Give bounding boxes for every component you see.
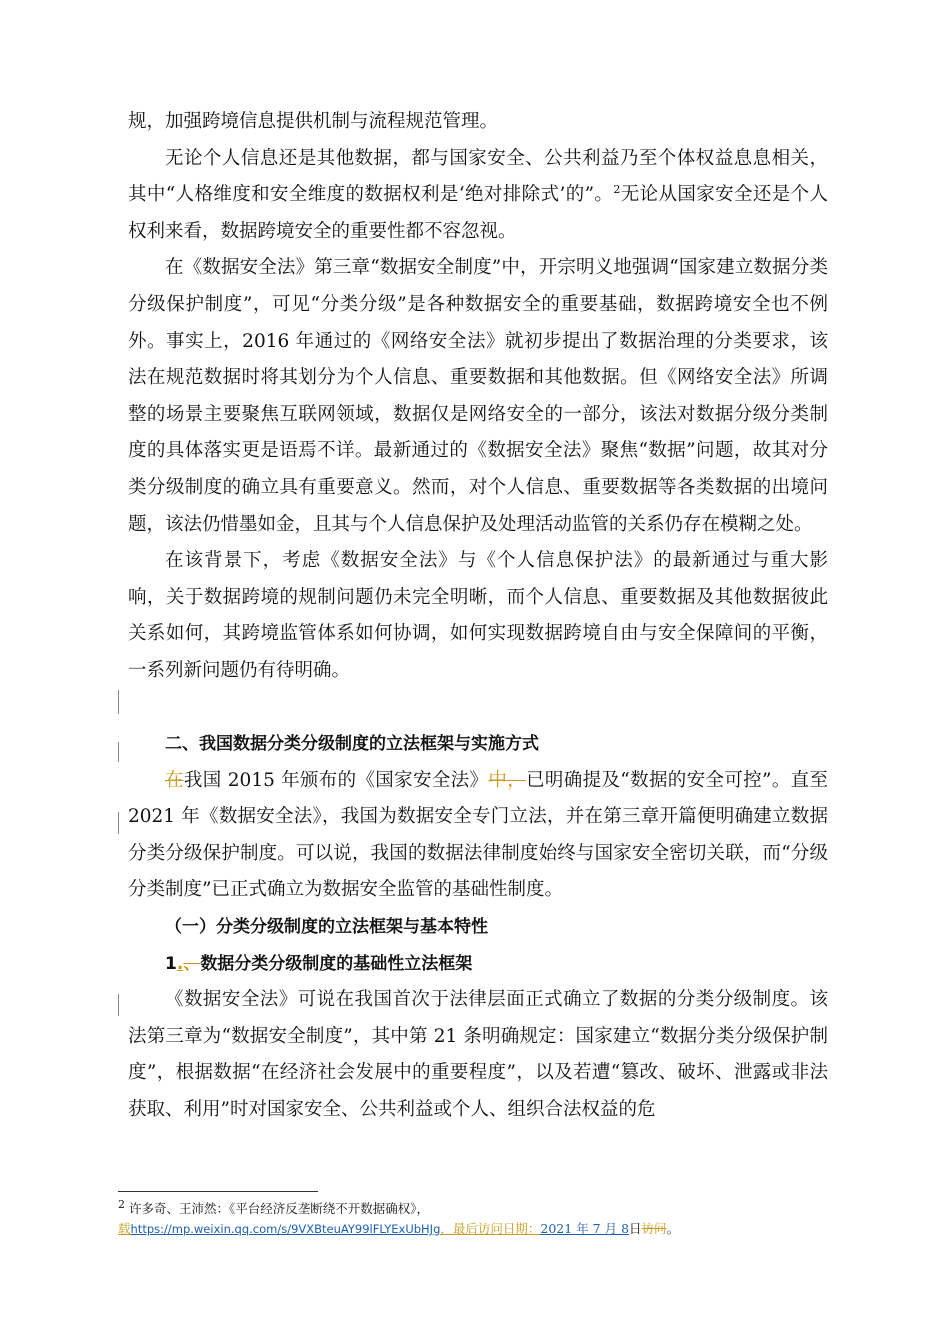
tracked-insertion: 载 <box>118 1221 131 1236</box>
section-heading: 二、我国数据分类分级制度的立法框架与实施方式 <box>165 734 539 755</box>
footnote-marker: 2 <box>118 1197 125 1211</box>
paragraph: 规，加强跨境信息提供机制与流程规范管理。 <box>128 111 499 132</box>
change-bar <box>118 994 119 1016</box>
change-bar <box>118 812 119 834</box>
footnote-ref[interactable]: 2 <box>613 183 621 197</box>
tracked-deletion: 、 <box>183 953 201 974</box>
paragraph: 《数据安全法》可说在我国首次于法律层面正式确立了数据的分类分级制度。该法第三章为“数据安全制度”，其中第 21 条明确规定：国家建立“数据分类分级保护制度”，根据数据“在经济社会发展中的重要程度”，以及若遭“篡改、破坏、泄露或非法获取、利用”时对国家安全、公共利益或个人、组织合法权益的危 <box>128 989 828 1121</box>
footnote <box>118 1199 838 1239</box>
footnote-line: 2 许多奇、王沛然：《平台经济反垄断绕不开数据确权》， <box>118 1197 429 1216</box>
change-bar <box>118 742 119 762</box>
footnote-date: 2021 年 7 月 8 <box>540 1221 630 1236</box>
tracked-insertion: ， <box>440 1221 453 1236</box>
sub-subsection-heading: 1.、数据分类分级制度的基础性立法框架 <box>165 953 473 974</box>
change-bar <box>118 690 119 714</box>
paragraph: 在该背景下，考虑《数据安全法》与《个人信息保护法》的最新通过与重大影响，关于数据跨境的规制问题仍未完全明晰，而个人信息、重要数据及其他数据彼此关系如何，其跨境监管体系如何协调，如何实现数据跨境自由与安全保障间的平衡，一系列新问题仍有待明确。 <box>128 550 828 681</box>
tracked-insertion: 最后访问日期： <box>452 1221 541 1236</box>
paragraph: 无论个人信息还是其他数据，都与国家安全、公共利益乃至个体权益息息相关，其中“人格维度和安全维度的数据权利是‘绝对排除式’的”。$^2$无论从国家安全还是个人权利来看，数据跨境安全的重要性都不容忽视。 <box>128 147 828 242</box>
tracked-deletion: 中， <box>488 769 527 791</box>
tracked-insertion: . <box>176 953 184 974</box>
tracked-deletion: 在 <box>165 769 184 791</box>
paragraph: 在《数据安全法》第三章“数据安全制度”中，开宗明义地强调“国家建立数据分类分级保护制度”，可见“分类分级”是各种数据安全的重要基础，数据跨境安全也不例外。事实上，2016 年通过的《网络安全法》就初步提出了数据治理的分类要求，该法在规范数据时将其划分为个人信息、重要数据和其他数据。但《网络安全法》所调整的场景主要聚焦互联网领域，数据仅是网络安全的一部分，该法对数据分级分类制度的具体落实更是语焉不详。最新通过的《数据安全法》聚焦“数据”问题，故其对分类分级制度的确立具有重要意义。然而，对个人信息、重要数据等各类数据的出境问题，该法仍惜墨如金，且其与个人信息保护及处理活动监管的关系仍存在模糊之处。 <box>128 257 828 535</box>
paragraph: 在我国 2015 年颁布的《国家安全法》中，已明确提及“数据的安全可控”。直至 2021 年《数据安全法》，我国为数据安全专门立法，并在第三章开篇便明确建立数据分类分级保护制度。可以说，我国的数据法律制度始终与国家安全密切关联，而“分级分类制度”已正式确立为数据安全监管的基础性制度。 <box>128 769 829 901</box>
blank-line <box>128 690 828 727</box>
document-body <box>128 104 828 1129</box>
subsection-heading: （一）分类分级制度的立法框架与基本特性 <box>165 917 488 938</box>
footnote-separator <box>118 1191 318 1192</box>
footnote-line: 载https://mp.weixin.qq.com/s/9VXBteuAY99lFLYExUbHJg，最后访问日期：2021 年 7 月 8日访问。 <box>118 1221 680 1236</box>
tracked-deletion: 访问 <box>641 1221 667 1236</box>
footnote-link[interactable]: https://mp.weixin.qq.com/s/9VXBteuAY99lFLYExUbHJg <box>130 1222 441 1236</box>
